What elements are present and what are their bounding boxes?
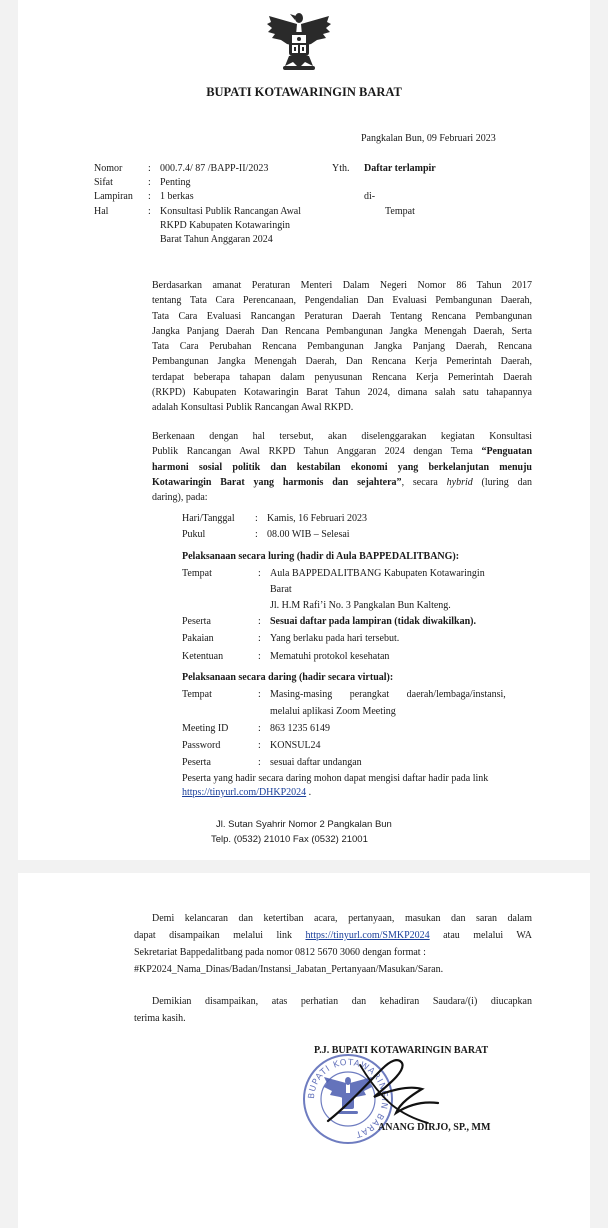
paragraph-line: Sekretariat Bappedalitbang pada nomor 0812 5670 3060 dengan format : (134, 947, 426, 958)
garuda-emblem-icon (263, 10, 335, 72)
paragraph-2 (152, 429, 532, 444)
attendance-link[interactable]: https://tinyurl.com/DHKP2024 (182, 787, 307, 798)
paragraph-line (152, 444, 532, 459)
luring-tempat-label: Tempat (182, 568, 212, 579)
daring-peserta-value: sesuai daftar undangan (270, 757, 362, 768)
luring-heading: Pelaksanaan secara luring (hadir di Aula BAPPEDALITBANG): (182, 551, 460, 562)
signer-name: ANANG DIRJO, SP., MM (378, 1122, 491, 1133)
daring-tempat-colon: : (258, 689, 261, 700)
daring-link-line (182, 786, 311, 799)
paragraph-text: Publik Rancangan Awal RKPD Tahun Anggaran 2024 dengan Tema (152, 446, 482, 458)
di-label: di- (364, 191, 376, 202)
paragraph-line: tentang Tata Cara Perencanaan, Pengendalian Dan Evaluasi Pembangunan Daerah, (152, 295, 532, 307)
luring-tempat-line: Jl. H.M Rafi’i No. 3 Pangkalan Bun Kalteng. (270, 600, 451, 611)
luring-tempat-line: Aula BAPPEDALITBANG Kabupaten Kotawaringin (270, 568, 485, 579)
hal-line: Barat Tahun Anggaran 2024 (160, 234, 273, 245)
closing-paragraph-1 (152, 910, 532, 927)
paragraph-line: daring), pada: (152, 492, 208, 504)
ketentuan-label: Ketentuan (182, 651, 224, 662)
paragraph-line: terima kasih. (134, 1013, 186, 1024)
signer-title: P.J. BUPATI KOTAWARINGIN BARAT (314, 1045, 489, 1056)
letter-title: BUPATI KOTAWARINGIN BARAT (206, 85, 402, 99)
hari-label: Hari/Tanggal (182, 513, 235, 524)
meeting-id-label: Meeting ID (182, 723, 229, 734)
closing-paragraph-2 (152, 993, 532, 1010)
lampiran-colon: : (148, 191, 151, 202)
daring-tempat-line: melalui aplikasi Zoom Meeting (270, 706, 396, 717)
theme-line: harmoni sosial politik dan kestabilan ekonomi yang berkelanjutan menuju (152, 461, 532, 473)
hari-colon: : (255, 513, 258, 524)
daring-peserta-label: Peserta (182, 757, 211, 768)
paragraph-line: #KP2024_Nama_Dinas/Badan/Instansi_Jabatan_Pertanyaan/Masukan/Saran. (134, 964, 444, 975)
pukul-label: Pukul (182, 529, 206, 540)
paragraph-text: dapat disampaikan melalui link (134, 930, 306, 941)
nomor-value: 000.7.4/ 87 /BAPP-II/2023 (160, 163, 269, 174)
sifat-label: Sifat (94, 177, 113, 188)
daring-tempat-line: Masing-masing perangkat daerah/lembaga/instansi, (270, 689, 506, 700)
letter-page-2 (18, 873, 590, 1228)
pukul-value: 08.00 WIB – Selesai (267, 529, 350, 540)
pakaian-colon: : (258, 633, 261, 644)
sifat-colon: : (148, 177, 151, 188)
sifat-value: Penting (160, 177, 191, 188)
nomor-colon: : (148, 163, 151, 174)
hal-line: RKPD Kabupaten Kotawaringin (160, 220, 290, 231)
paragraph-line: Demi kelancaran dan ketertiban acara, pertanyaan, masukan dan saran dalam (152, 913, 532, 924)
paragraph-line: Tata Cara Perubahan Rencana Pembangunan Jangka Panjang Daerah, Rencana (152, 341, 532, 353)
paragraph-line: Berkenaan dengan hal tersebut, akan diselenggarakan kegiatan Konsultasi (152, 431, 532, 442)
place-date: Pangkalan Bun, 09 Februari 2023 (361, 133, 496, 144)
password-label: Password (182, 740, 221, 751)
paragraph-2-body (152, 444, 532, 505)
password-colon: : (258, 740, 261, 751)
pakaian-label: Pakaian (182, 633, 214, 644)
daring-tempat-label: Tempat (182, 689, 212, 700)
ketentuan-colon: : (258, 651, 261, 662)
paragraph-line: Berdasarkan amanat Peraturan Menteri Dalam Negeri Nomor 86 Tahun 2017 (152, 280, 532, 291)
yth-value: Daftar terlampir (364, 163, 436, 174)
closing-paragraph-1-body (134, 927, 532, 978)
paragraph-text: atau melalui WA (429, 930, 532, 941)
daring-heading: Pelaksanaan secara daring (hadir secara virtual): (182, 672, 394, 683)
footer-address: Jl. Sutan Syahrir Nomor 2 Pangkalan Bun (216, 819, 392, 830)
link-suffix: . (306, 787, 312, 798)
paragraph-text: , secara (401, 476, 447, 488)
paragraph-text: (luring dan (472, 476, 533, 488)
daring-note: Peserta yang hadir secara daring mohon dapat mengisi daftar hadir pada link (182, 773, 489, 784)
theme-text: Kotawaringin Barat yang harmonis dan sejahtera” (152, 476, 402, 488)
tempat-label: Tempat (385, 206, 415, 217)
footer-phone: Telp. (0532) 21010 Fax (0532) 21001 (211, 834, 368, 845)
nomor-label: Nomor (94, 163, 123, 174)
ketentuan-value: Mematuhi protokol kesehatan (270, 651, 390, 662)
hal-label: Hal (94, 206, 109, 217)
pukul-colon: : (255, 529, 258, 540)
lampiran-label: Lampiran (94, 191, 133, 202)
letter-page-1 (18, 0, 590, 860)
daring-peserta-colon: : (258, 757, 261, 768)
question-link[interactable]: https://tinyurl.com/SMKP2024 (305, 930, 430, 941)
meeting-id-colon: : (258, 723, 261, 734)
paragraph-line: adalah Konsultasi Publik Rancangan Awal RKPD. (152, 402, 354, 414)
meeting-id-value: 863 1235 6149 (270, 723, 330, 734)
luring-tempat-colon: : (258, 568, 261, 579)
password-value: KONSUL24 (270, 740, 321, 751)
hari-value: Kamis, 16 Februari 2023 (267, 513, 367, 524)
yth-label: Yth. (332, 163, 350, 174)
theme-text: “Penguatan (481, 446, 532, 458)
luring-peserta-value: Sesuai daftar pada lampiran (tidak diwakilkan). (270, 616, 476, 627)
paragraph-1-body (152, 293, 532, 415)
paragraph-line: Tata Cara Evaluasi Rancangan Peraturan Daerah Tentang Rencana Pembangunan (152, 310, 532, 322)
paragraph-line (134, 927, 532, 944)
lampiran-value: 1 berkas (160, 191, 194, 202)
paragraph-line: Jangka Panjang Daerah Dan Rencana Pembangunan Jangka Menengah Daerah, Serta (152, 325, 532, 337)
luring-peserta-label: Peserta (182, 616, 211, 627)
paragraph-line: Demikian disampaikan, atas perhatian dan kehadiran Saudara/(i) diucapkan (152, 996, 532, 1007)
hybrid-text: hybrid (446, 476, 473, 488)
paragraph-line (152, 475, 532, 490)
paragraph-line: Pembangunan Jangka Menengah Daerah, Dan Rencana Kerja Pemerintah Daerah, (152, 356, 532, 368)
paragraph-1 (152, 278, 532, 293)
pakaian-value: Yang berlaku pada hari tersebut. (270, 633, 400, 644)
hal-line: Konsultasi Publik Rancangan Awal (160, 206, 302, 217)
paragraph-line: (RKPD) Kabupaten Kotawaringin Barat Tahun 2024, dimana salah satu tahapannya (152, 387, 532, 399)
paragraph-line: terdapat beberapa tahapan dalam penyusunan Rencana Kerja Pemerintah Daerah (152, 371, 532, 383)
stamp-text: BUPATI KOTAWARINGIN BARAT (306, 1057, 390, 1140)
hal-colon: : (148, 206, 151, 217)
luring-tempat-line: Barat (270, 584, 292, 595)
luring-peserta-colon: : (258, 616, 261, 627)
